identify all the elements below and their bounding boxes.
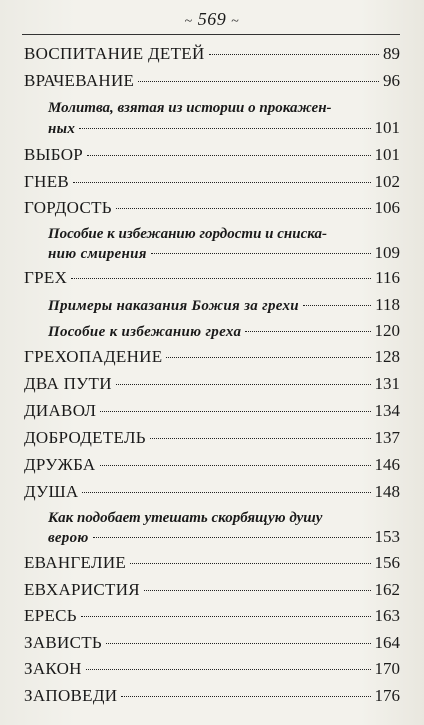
toc-entry bbox=[24, 44, 400, 64]
toc-entry-page: 101 bbox=[374, 145, 400, 164]
toc-entry bbox=[24, 606, 400, 626]
toc-entry-page: 101 bbox=[374, 118, 400, 137]
toc-entry-page: 116 bbox=[375, 268, 400, 287]
dot-leader bbox=[81, 616, 371, 617]
toc-entry-page: 137 bbox=[374, 428, 400, 447]
dot-leader bbox=[121, 696, 370, 697]
toc-entry-label: Пособие к избежанию греха bbox=[48, 324, 242, 340]
dot-leader bbox=[71, 278, 371, 279]
dot-leader bbox=[100, 411, 370, 412]
toc-entry-label: Примеры наказания Божия за грехи bbox=[48, 298, 299, 314]
toc-entry-page: 148 bbox=[374, 482, 400, 501]
toc-entry-label: ВОСПИТАНИЕ ДЕТЕЙ bbox=[24, 44, 205, 63]
toc-entry-label: ГРЕХ bbox=[24, 268, 68, 287]
toc-entry-page: 106 bbox=[374, 198, 400, 217]
toc-subentry bbox=[48, 321, 400, 342]
toc-entry-page: 170 bbox=[374, 659, 400, 678]
toc-entry-page: 128 bbox=[374, 347, 400, 366]
dot-leader bbox=[150, 438, 371, 439]
toc-entry-page: 176 bbox=[374, 686, 400, 705]
toc-entry-label: ГОРДОСТЬ bbox=[24, 198, 112, 217]
dot-leader bbox=[209, 54, 379, 55]
dot-leader bbox=[82, 492, 370, 493]
toc-entry bbox=[24, 686, 400, 706]
toc-entry-page: 96 bbox=[383, 71, 400, 90]
dot-leader bbox=[303, 305, 371, 306]
toc-entry bbox=[24, 659, 400, 679]
toc-entry-label: нию смирения bbox=[48, 246, 147, 262]
toc-entry bbox=[24, 401, 400, 421]
toc-entry-page: 120 bbox=[374, 321, 400, 340]
toc-subentry bbox=[48, 527, 400, 548]
toc-entry-label: ВРАЧЕВАНИЕ bbox=[24, 71, 135, 90]
dot-leader bbox=[166, 357, 370, 358]
toc-subentry-line1: Молитва, взятая из истории о прокажен- bbox=[48, 100, 332, 116]
dot-leader bbox=[130, 563, 370, 564]
dot-leader bbox=[73, 182, 370, 183]
toc-entry bbox=[24, 145, 400, 165]
ornament-right: ~ bbox=[231, 14, 240, 29]
dot-leader bbox=[79, 128, 370, 129]
toc-entry-page: 146 bbox=[374, 455, 400, 474]
dot-leader bbox=[245, 331, 370, 332]
toc-entry-page: 164 bbox=[374, 633, 400, 652]
toc-entry-page: 109 bbox=[374, 243, 400, 262]
toc-entry bbox=[24, 347, 400, 367]
toc-entry bbox=[24, 482, 400, 502]
toc-entry-label: ных bbox=[48, 121, 76, 137]
page-number: 569 bbox=[197, 9, 227, 29]
toc-entry-label: верою bbox=[48, 530, 89, 546]
toc-entry-label: ГРЕХОПАДЕНИЕ bbox=[24, 347, 163, 366]
toc-entry-label: ЗАВИСТЬ bbox=[24, 633, 102, 652]
toc-entry bbox=[24, 633, 400, 653]
toc-entry bbox=[24, 172, 400, 192]
dot-leader bbox=[116, 208, 371, 209]
toc-entry bbox=[24, 268, 400, 288]
toc-entry bbox=[24, 455, 400, 475]
header-rule bbox=[22, 34, 400, 35]
toc-subentry bbox=[48, 295, 400, 316]
ornament-left: ~ bbox=[184, 14, 193, 29]
toc-entry-page: 118 bbox=[375, 295, 400, 314]
toc-entry bbox=[24, 553, 400, 573]
toc-entry-page: 102 bbox=[374, 172, 400, 191]
toc-subentry bbox=[48, 118, 400, 139]
page-header bbox=[0, 9, 424, 33]
toc-entry-page: 134 bbox=[374, 401, 400, 420]
toc-entry-label: ГНЕВ bbox=[24, 172, 70, 191]
toc-entry bbox=[24, 198, 400, 218]
toc-entry-label: ЗАПОВЕДИ bbox=[24, 686, 118, 705]
toc-entry-label: ДУША bbox=[24, 482, 79, 501]
dot-leader bbox=[151, 253, 371, 254]
toc-entry-label: ЕВХАРИСТИЯ bbox=[24, 580, 140, 599]
toc-entry bbox=[24, 580, 400, 600]
toc-entry-page: 163 bbox=[374, 606, 400, 625]
toc-entry-label: ДРУЖБА bbox=[24, 455, 96, 474]
toc-entry-label: ДВА ПУТИ bbox=[24, 374, 112, 393]
dot-leader bbox=[138, 81, 379, 82]
toc-entry-label: ВЫБОР bbox=[24, 145, 84, 164]
dot-leader bbox=[100, 465, 371, 466]
toc-entry bbox=[24, 428, 400, 448]
dot-leader bbox=[93, 537, 371, 538]
toc-entry-page: 156 bbox=[374, 553, 400, 572]
toc-entry-page: 131 bbox=[374, 374, 400, 393]
toc-entry-page: 153 bbox=[374, 527, 400, 546]
dot-leader bbox=[116, 384, 371, 385]
dot-leader bbox=[86, 669, 371, 670]
toc-entry-label: ЗАКОН bbox=[24, 659, 82, 678]
dot-leader bbox=[106, 643, 371, 644]
toc-entry-page: 162 bbox=[374, 580, 400, 599]
toc-entry bbox=[24, 374, 400, 394]
toc-entry-label: ДИАВОЛ bbox=[24, 401, 97, 420]
toc-entry-page: 89 bbox=[383, 44, 400, 63]
toc-subentry bbox=[48, 243, 400, 264]
toc-entry-label: ЕРЕСЬ bbox=[24, 606, 77, 625]
toc-entry-label: ЕВАНГЕЛИЕ bbox=[24, 553, 127, 572]
toc-subentry-line1: Пособие к избежанию гордости и сниска- bbox=[48, 226, 327, 242]
toc-subentry-line1: Как подобает утешать скорбящую душу bbox=[48, 510, 323, 526]
dot-leader bbox=[144, 590, 371, 591]
toc-entry-label: ДОБРОДЕТЕЛЬ bbox=[24, 428, 146, 447]
dot-leader bbox=[87, 155, 370, 156]
toc-entry bbox=[24, 71, 400, 91]
